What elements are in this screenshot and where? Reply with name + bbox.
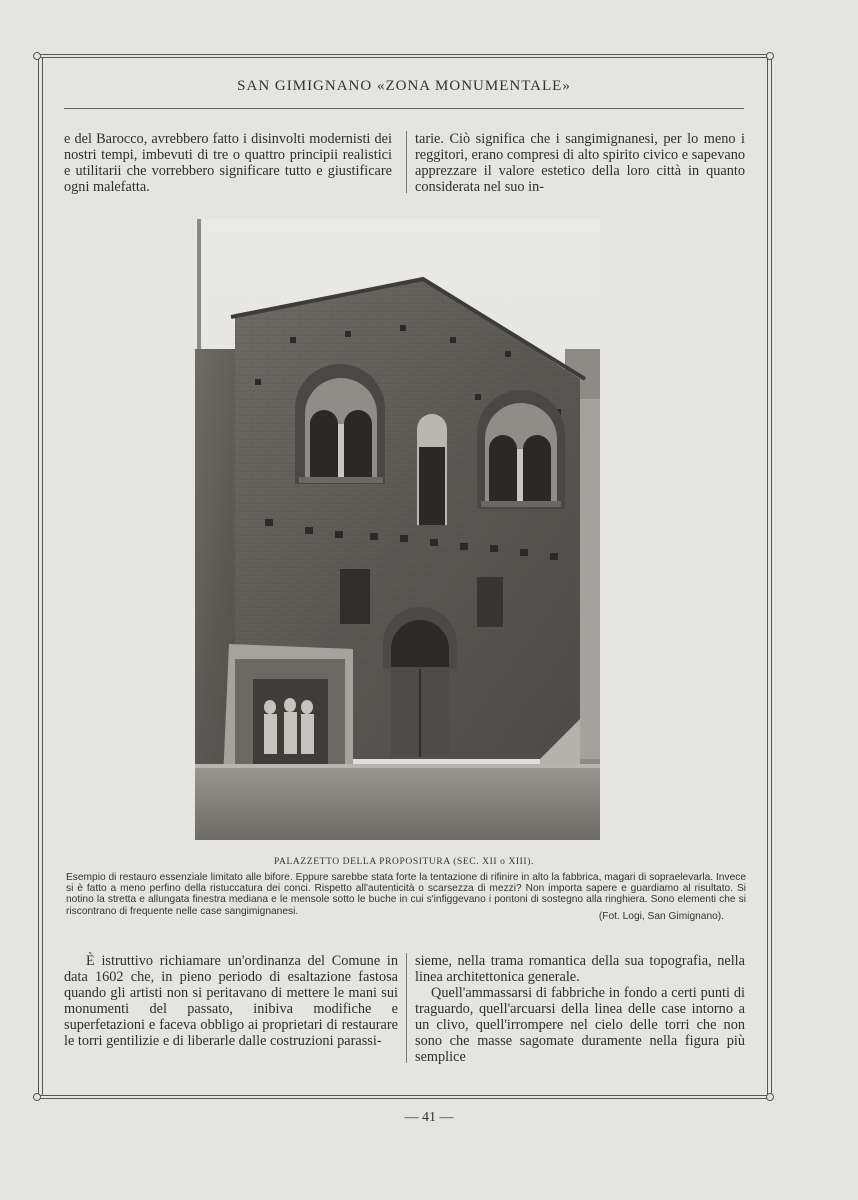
- palazzetto-image: [195, 219, 600, 840]
- frame-corner-ornament: [33, 52, 41, 60]
- bottom-left-paragraph: È istruttivo richiamare un'ordinanza del Comune in data 1602 che, in pieno periodo di esaltazione fastosa quando gli artisti non si peritavano di mettere le mani sui monumenti del passato, inibiva modifiche e superfetazioni e faceva obbligo ai proprietari di restaurare le torri gentilizie e di liberarle dalle costruzioni parassi-: [64, 953, 398, 1049]
- photo-credit: (Fot. Logi, San Gimignano).: [598, 911, 724, 922]
- figure-caption-text: Esempio di restauro essenziale limitato alle bifore. Eppure sarebbe stata forte la tentazione di rifinire in alto la fabbrica, magari di sopraelevarla. Invece si è fatto a meno perfino della ristuccatura dei conci. Rispetto all'autenticità o scarsezza di mezzi? Non importa sapere e guardiamo al risultato. Si notino la stretta e allungata finestra mediana e le mensole sotto le buche in cui s'infiggevano i pontoni di sostegno alla ringhiera. Sono elementi che si riscontrano di frequente nelle case sangimignanesi.: [66, 872, 746, 917]
- frame-right-rule: [767, 58, 768, 1096]
- frame-right-rule-inner: [771, 58, 772, 1096]
- frame-bottom-rule-inner: [40, 1098, 770, 1099]
- frame-corner-ornament: [766, 52, 774, 60]
- building-photograph: [195, 219, 600, 840]
- top-right-paragraph: tarie. Ciò significa che i sangimignanesi, per lo meno i reggitori, erano compresi di alto spirito civico e sapevano apprezzare il valore estetico della loro città in quanto considerata nel suo in-: [415, 131, 745, 195]
- frame-corner-ornament: [766, 1093, 774, 1101]
- bottom-right-column: [415, 953, 745, 1065]
- frame-bottom-rule: [40, 1095, 770, 1096]
- frame-left-rule-inner: [42, 58, 43, 1096]
- frame-left-rule: [38, 58, 39, 1096]
- header-rule: [64, 108, 744, 109]
- bottom-right-paragraph-1: sieme, nella trama romantica della sua topografia, nella linea architettonica generale.: [415, 953, 745, 985]
- bottom-right-paragraph-2: Quell'ammassarsi di fabbriche in fondo a certi punti di traguardo, quell'arcuarsi della linea delle case intorno a un clivo, quell'irrompere nel cielo delle torri che non sono che masse sagomate duramente nella figura più semplice: [415, 985, 745, 1065]
- frame-corner-ornament: [33, 1093, 41, 1101]
- column-divider: [406, 953, 407, 1063]
- top-left-column: [64, 131, 392, 195]
- column-divider: [406, 131, 407, 193]
- top-right-column: [415, 131, 745, 195]
- running-title: SAN GIMIGNANO «ZONA MONUMENTALE»: [237, 78, 571, 94]
- figure-caption-title: PALAZZETTO DELLA PROPOSITURA (SEC. XII o XIII).: [274, 857, 534, 867]
- bottom-left-column: [64, 953, 398, 1049]
- page-number: — 41 —: [404, 1110, 454, 1125]
- frame-top-rule-inner: [40, 57, 770, 58]
- frame-top-rule: [40, 54, 770, 55]
- top-left-paragraph: e del Barocco, avrebbero fatto i disinvolti modernisti dei nostri tempi, imbevuti di tre o quattro principii realistici e utilitarii che vorrebbero significare tutto e giustificare ogni malefatta.: [64, 131, 392, 195]
